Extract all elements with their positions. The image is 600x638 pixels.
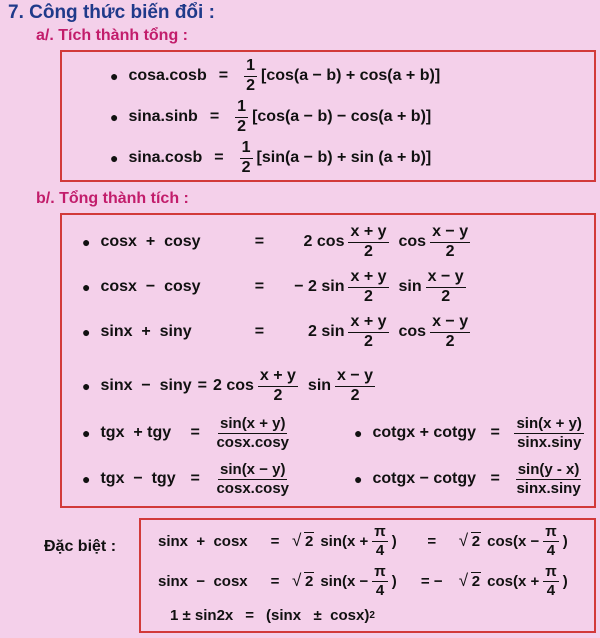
formula-rhs: [cos(a − b) − cos(a + b)]	[252, 108, 432, 125]
sqrt: √ 2	[458, 570, 481, 590]
equals-sign: =	[190, 470, 200, 487]
fraction: $\frac{\pi}{4}$	[374, 562, 386, 599]
section-a-heading: a/. Tích thành tổng :	[36, 27, 188, 44]
fraction: $\frac{\sin(x - y)}{\cos x.\cos y}$	[216, 460, 290, 497]
formula-lhs: cosx − cosy	[100, 278, 201, 295]
equals-sign: =	[270, 532, 280, 550]
equals-sign: =	[490, 470, 500, 487]
formula-lhs: sinx + siny	[100, 323, 192, 340]
fraction: $\frac{\pi}{4}$	[545, 522, 557, 559]
bullet-icon: ●	[354, 425, 363, 441]
fraction: $\frac{1}{2}$	[237, 97, 247, 135]
bullet-icon: ●	[110, 68, 119, 84]
formula-row	[110, 58, 440, 94]
equals-sign: =	[254, 323, 265, 340]
equals-sign: =	[427, 532, 437, 550]
formula-lhs: tgx + tgy	[100, 424, 172, 441]
formula-row	[170, 602, 375, 628]
fraction: $\frac{\sin(y - x)}{\sin x.\sin y}$	[516, 460, 581, 497]
formula-lhs: tgx − tgy	[100, 470, 176, 487]
paren: )	[391, 572, 397, 590]
fraction: $\frac{1}{2}$	[241, 138, 251, 176]
formula-fn: cos(x −	[487, 532, 540, 550]
sqrt: √ 2	[458, 530, 481, 550]
bullet-icon: ●	[110, 150, 119, 166]
bullet-icon: ●	[82, 425, 91, 441]
formula-row	[82, 312, 474, 352]
fraction: $\frac{x + y}{2}$	[350, 267, 387, 305]
fraction: $\frac{x - y}{2}$	[432, 312, 469, 350]
fraction: $\frac{\pi}{4}$	[545, 562, 557, 599]
formula-lhs: sinx + cosx	[158, 532, 248, 550]
equals-sign: =	[214, 149, 224, 166]
equals-sign: = −	[420, 572, 443, 590]
formula-rhs: [cos(a − b) + cos(a + b)]	[260, 67, 441, 84]
formula-lhs: 1 ± sin2x	[170, 606, 234, 624]
equals-sign: =	[245, 606, 255, 624]
formula-lhs: sinx − siny	[100, 377, 192, 394]
equals-sign: =	[209, 108, 220, 125]
formula-fn: sin	[307, 377, 332, 394]
equals-sign: =	[270, 572, 280, 590]
formula-lhs: sinx − cosx	[158, 572, 248, 590]
formula-fn: cos	[398, 323, 427, 340]
formula-row	[354, 458, 587, 500]
sqrt: √ 2	[292, 570, 314, 590]
formula-fn: sin	[398, 278, 422, 295]
formula-fn: sin(x +	[320, 532, 369, 550]
fraction: $\frac{\pi}{4}$	[374, 522, 386, 559]
equals-sign: =	[190, 424, 200, 441]
formula-row	[82, 458, 295, 500]
fraction: $\frac{\sin(x + y)}{\sin x.\sin y}$	[516, 414, 582, 451]
formula-row	[110, 99, 431, 135]
page-title: 7. Công thức biến đổi :	[8, 2, 215, 23]
fraction: $\frac{x - y}{2}$	[337, 366, 374, 404]
fraction: $\frac{x + y}{2}$	[350, 312, 387, 350]
formula-coef: − 2 sin	[294, 278, 345, 295]
formula-lhs: cosa.cosb	[128, 67, 207, 84]
formula-row	[82, 267, 470, 307]
bullet-icon: ●	[82, 279, 91, 295]
fraction: $\frac{x - y}{2}$	[427, 267, 464, 305]
formula-row	[158, 522, 568, 560]
formula-row	[110, 140, 431, 176]
formula-lhs: cotgx − cotgy	[372, 470, 477, 487]
bullet-icon: ●	[110, 109, 119, 125]
special-label: Đặc biệt :	[44, 538, 117, 555]
bullet-icon: ●	[82, 234, 91, 250]
formula-row	[158, 562, 568, 600]
equals-sign: =	[197, 377, 207, 394]
formula-rhs: (sinx ± cosx)	[266, 606, 370, 624]
fraction: $\frac{1}{2}$	[246, 56, 255, 94]
equals-sign: =	[254, 278, 265, 295]
formula-row	[82, 366, 379, 406]
fraction: $\frac{x - y}{2}$	[432, 222, 469, 260]
formula-row	[82, 412, 295, 454]
formula-lhs: cosx + cosy	[100, 233, 201, 250]
formula-coef: 2 sin	[308, 323, 345, 340]
bullet-icon: ●	[82, 324, 91, 340]
formula-lhs: cotgx + cotgy	[372, 424, 477, 441]
formula-fn: cos(x +	[487, 572, 540, 590]
equals-sign: =	[218, 67, 229, 84]
fraction: $\frac{x + y}{2}$	[259, 366, 296, 404]
bullet-icon: ●	[82, 471, 91, 487]
fraction: $\frac{\sin(x + y)}{\cos x.\cos y}$	[216, 414, 290, 451]
formula-row	[354, 412, 588, 454]
paren: )	[562, 572, 568, 590]
equals-sign: =	[254, 233, 265, 250]
formula-fn: cos	[398, 233, 427, 250]
fraction: $\frac{x + y}{2}$	[350, 222, 387, 260]
exponent: 2	[369, 609, 375, 621]
bullet-icon: ●	[354, 471, 363, 487]
formula-fn: sin(x −	[320, 572, 369, 590]
sqrt: √ 2	[292, 530, 314, 550]
section-b-heading: b/. Tổng thành tích :	[36, 190, 189, 207]
formula-lhs: sina.sinb	[128, 108, 198, 125]
formula-row	[82, 222, 474, 262]
formula-coef: 2 cos	[303, 233, 345, 250]
paren: )	[562, 532, 568, 550]
formula-lhs: sina.cosb	[128, 149, 203, 166]
formula-rhs: [sin(a − b) + sin (a + b)]	[256, 149, 432, 166]
equals-sign: =	[490, 424, 500, 441]
formula-coef: 2 cos	[212, 377, 254, 394]
paren: )	[391, 532, 397, 550]
bullet-icon: ●	[82, 378, 91, 394]
